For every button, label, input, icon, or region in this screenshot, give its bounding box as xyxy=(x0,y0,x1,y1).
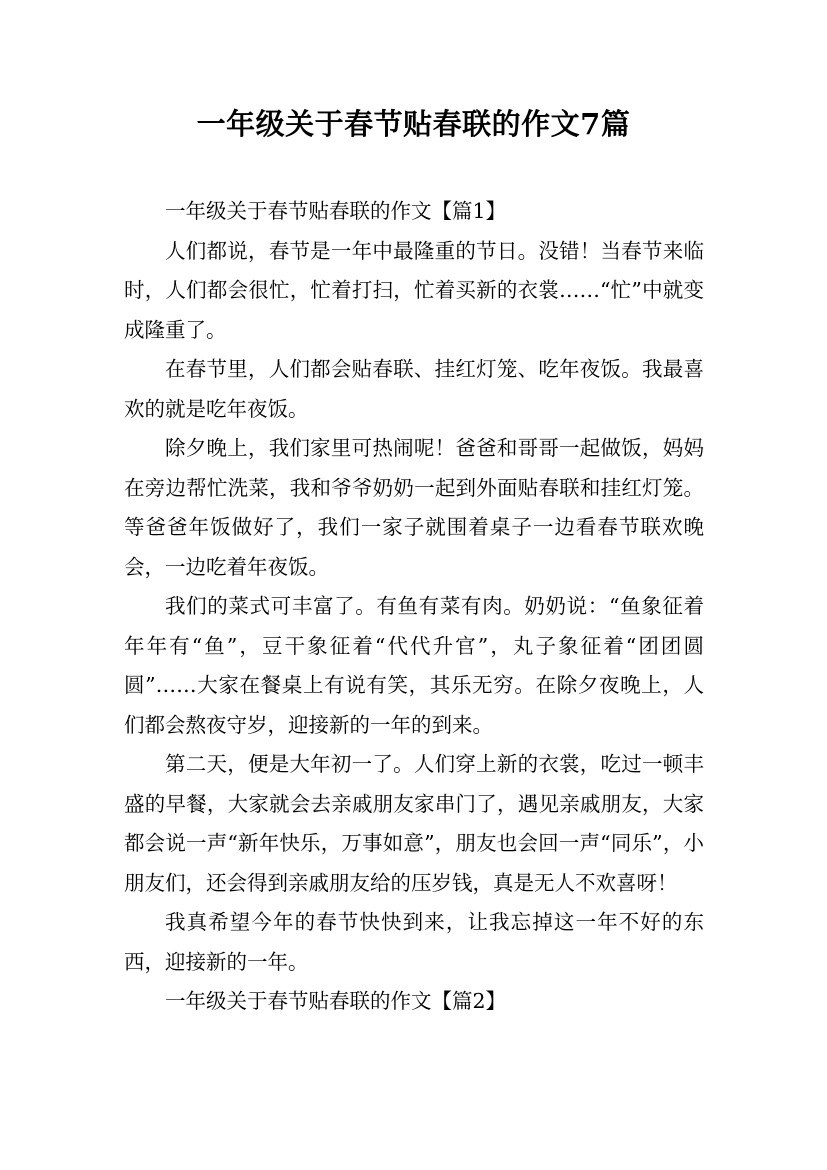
section-heading-1: 一年级关于春节贴春联的作文【篇1】 xyxy=(165,199,507,223)
document-title: 一年级关于春节贴春联的作文7篇 xyxy=(196,107,631,141)
paragraph-6: 我真希望今年的春节快快到来，让我忘掉这一年不好的东西，迎接新的一年。 xyxy=(124,910,704,974)
paragraph-5: 第二天，便是大年初一了。人们穿上新的衣裳，吃过一顿丰盛的早餐，大家就会去亲戚朋友家串门了，遇见亲戚朋友，大家都会说一声“新年快乐，万事如意”，朋友也会回一声“同乐”，小朋友们，还会得到亲戚朋友给的压岁钱，真是无人不欢喜呀！ xyxy=(124,752,704,895)
section-heading-2: 一年级关于春节贴春联的作文【篇2】 xyxy=(165,989,507,1013)
paragraph-3: 除夕晚上，我们家里可热闹呢！爸爸和哥哥一起做饭，妈妈在旁边帮忙洗菜，我和爷爷奶奶一起到外面贴春联和挂红灯笼。等爸爸年饭做好了，我们一家子就围着桌子一边看春节联欢晚会，一边吃着年夜饭。 xyxy=(124,436,704,579)
paragraph-1: 人们都说，春节是一年中最隆重的节日。没错！当春节来临时，人们都会很忙，忙着打扫，忙着买新的衣裳……“忙”中就变成隆重了。 xyxy=(124,238,704,342)
paragraph-2: 在春节里，人们都会贴春联、挂红灯笼、吃年夜饭。我最喜欢的就是吃年夜饭。 xyxy=(124,357,704,421)
document-body xyxy=(124,192,704,1022)
paragraph-4: 我们的菜式可丰富了。有鱼有菜有肉。奶奶说：“鱼象征着年年有“鱼”，豆干象征着“代代升官”，丸子象征着“团团圆圆”……大家在餐桌上有说有笑，其乐无穷。在除夕夜晚上，人们都会熬夜守岁，迎接新的一年的到来。 xyxy=(124,594,704,737)
